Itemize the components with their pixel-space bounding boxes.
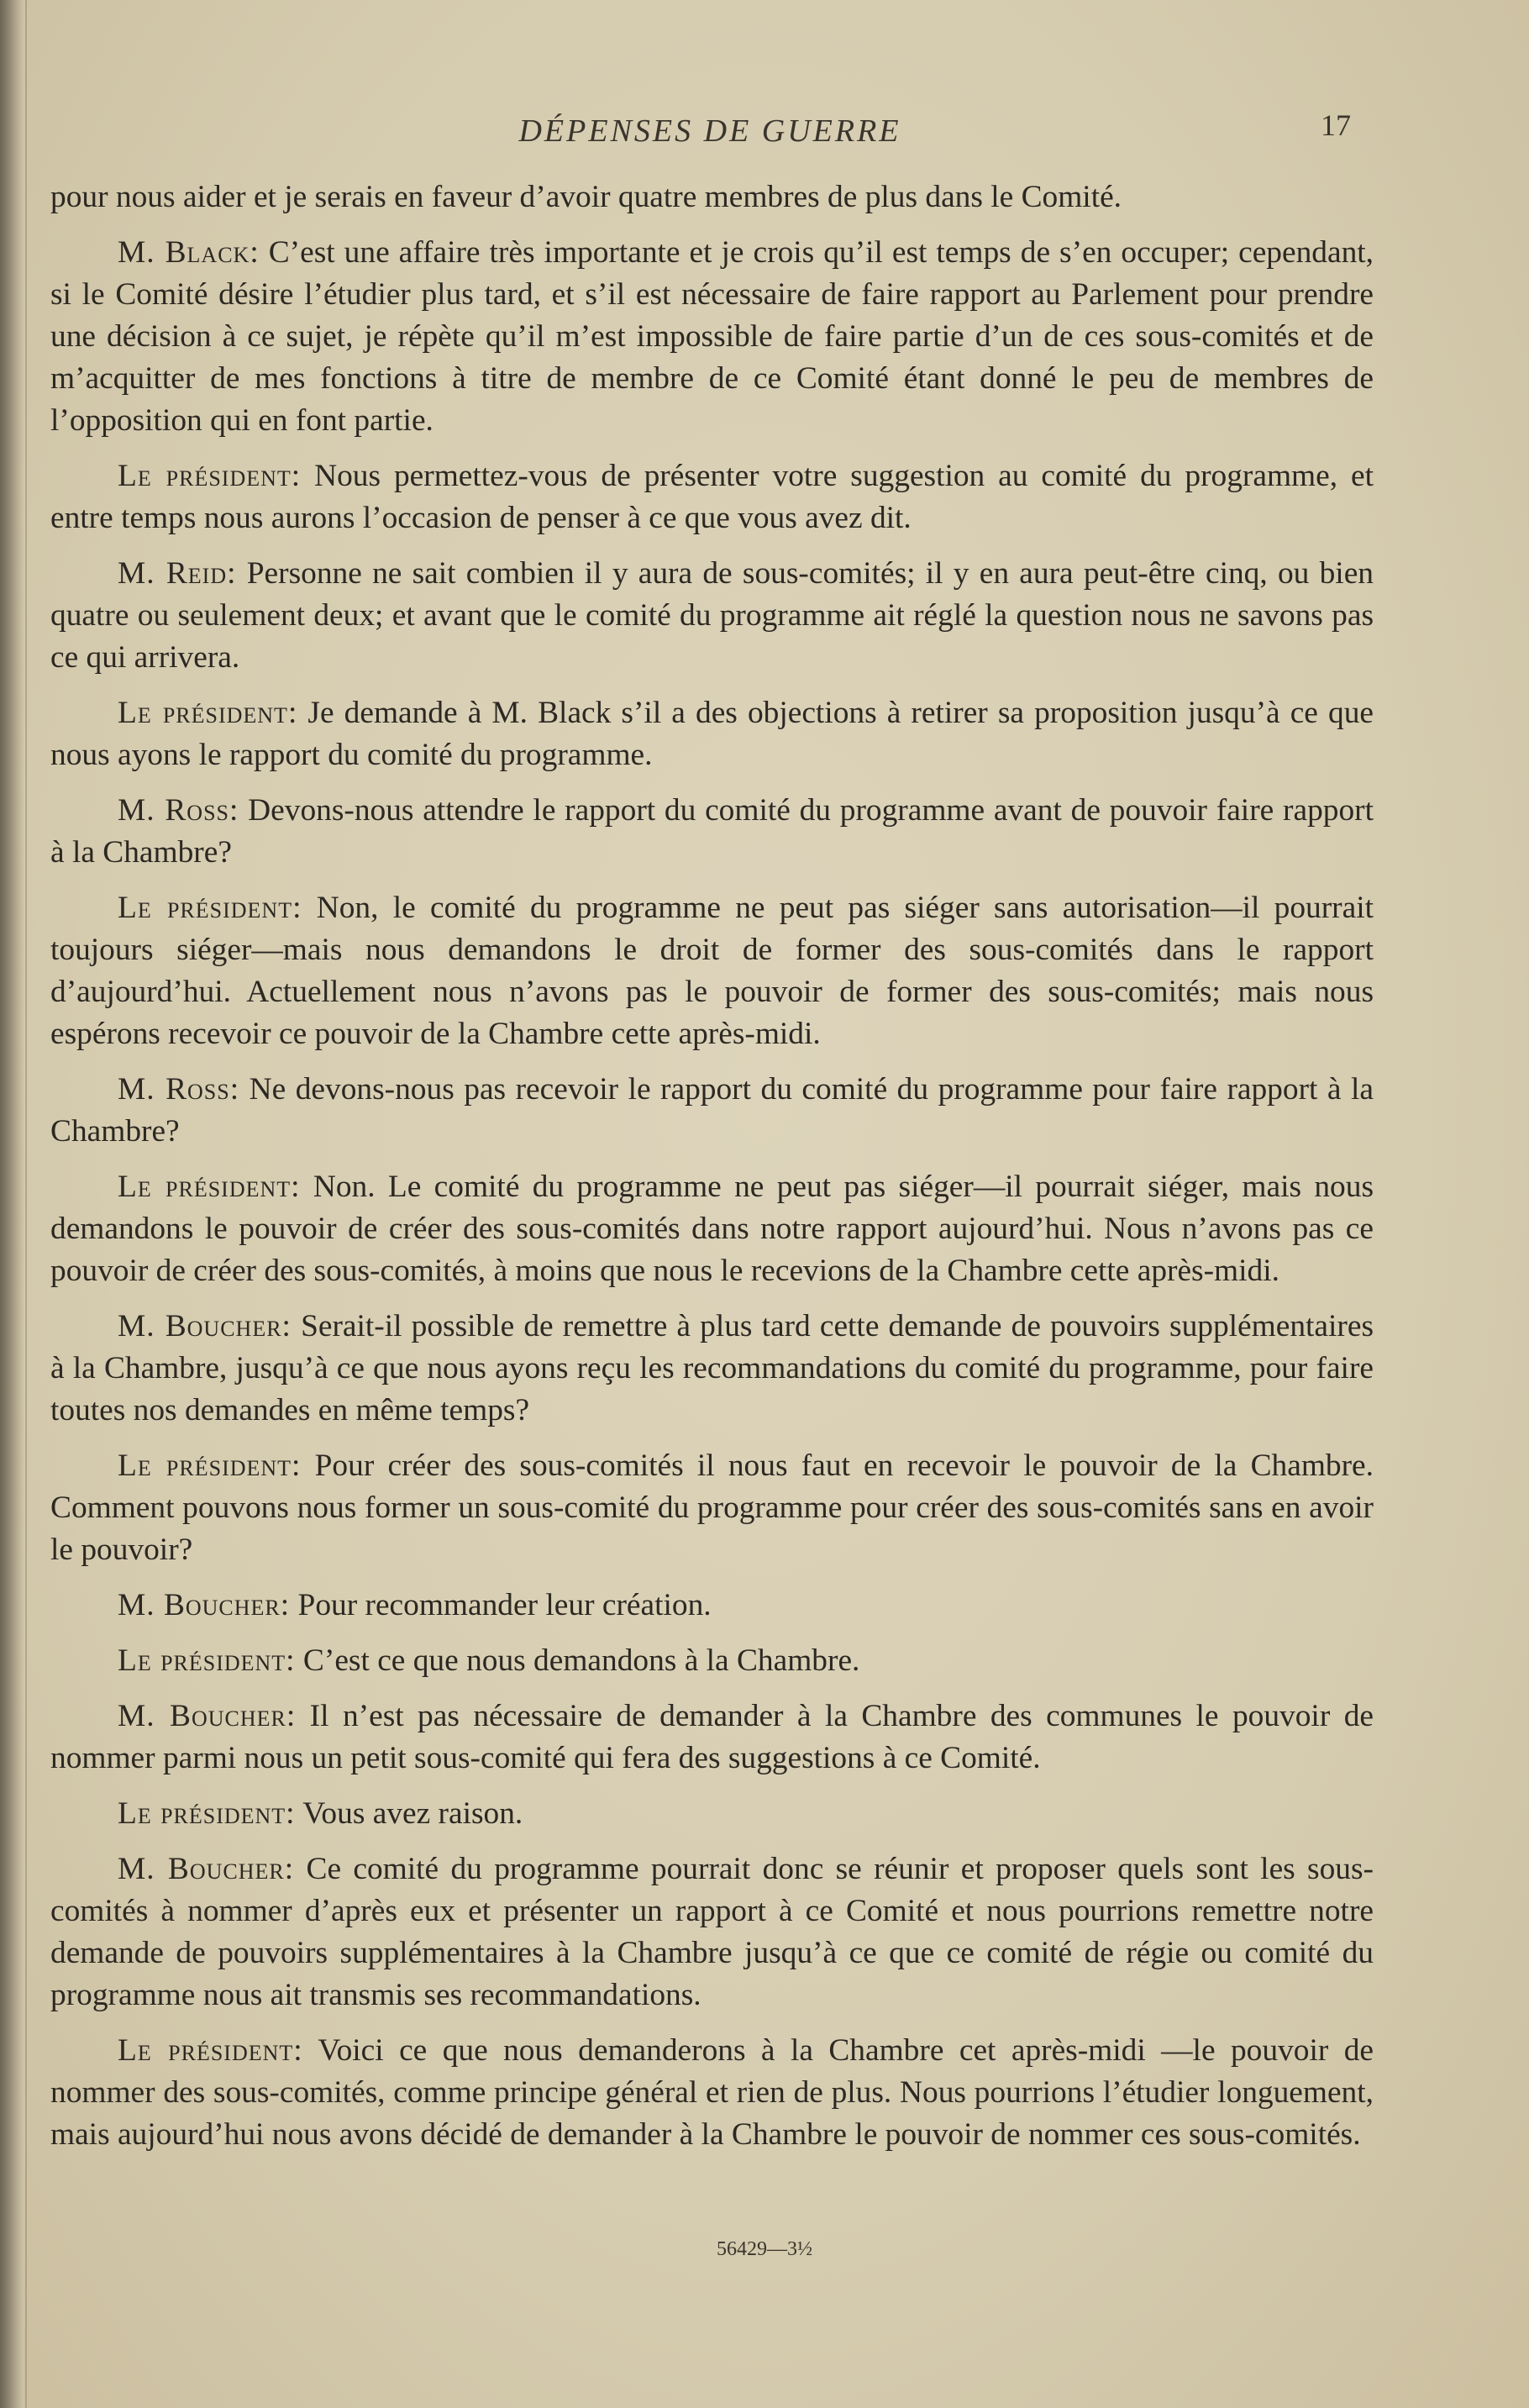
paragraph-10 (50, 1445, 1374, 1571)
speaker-label: M. Reid: (118, 556, 237, 591)
paragraph-13 (50, 1696, 1374, 1780)
speaker-label: M. Boucher: (118, 1309, 292, 1343)
speaker-label: Le président: (118, 1796, 296, 1831)
speaker-label: Le président: (118, 1170, 301, 1204)
paragraph-text: Voici ce que nous demanderons à la Chambre cet après-midi —le pouvoir de nommer des sous-comités, comme principe général et rien de plus. Nous pourrions l’étudier longuement, mais aujourd’hui nous avons décidé de demander à la Chambre le pouvoir de nommer ces sous-comités. (50, 2033, 1374, 2152)
paragraph-text: Il n’est pas nécessaire de demander à la Chambre des communes le pouvoir de nommer parmi nous un petit sous-comité qui fera des suggestions à ce Comité. (50, 1699, 1374, 1775)
paragraph-0 (50, 176, 1374, 218)
paragraph-12 (50, 1640, 1374, 1682)
transcript-body (50, 176, 1374, 2169)
paragraph-4 (50, 692, 1374, 776)
running-head: DÉPENSES DE GUERRE (518, 113, 901, 149)
printer-signature-code: 56429—3½ (717, 2238, 812, 2260)
speaker-label: M. Black: (118, 235, 260, 270)
speaker-label: Le président: (118, 1643, 296, 1678)
paragraph-text: pour nous aider et je serais en faveur d’avoir quatre membres de plus dans le Comité. (50, 180, 1122, 214)
paragraph-text: Pour recommander leur création. (290, 1588, 712, 1622)
speaker-label: M. Boucher: (118, 1588, 291, 1622)
speaker-label: Le président: (118, 696, 298, 730)
speaker-label: M. Ross: (118, 1072, 240, 1107)
page-number: 17 (1321, 108, 1351, 142)
speaker-label: Le président: (118, 459, 302, 493)
speaker-label: Le président: (118, 891, 302, 925)
paragraph-text: Je demande à M. Black s’il a des objections à retirer sa proposition jusqu’à ce que nous ayons le rapport du comité du programme. (50, 696, 1374, 772)
page-edge-line (25, 0, 27, 2408)
paragraph-9 (50, 1306, 1374, 1432)
paragraph-text: Non. Le comité du programme ne peut pas siéger—il pourrait siéger, mais nous demandons le pouvoir de créer des sous-comités dans notre rapport aujourd’hui. Nous n’avons pas ce pouvoir de créer des sous-comités, à moins que nous le recevions de la Chambre cette après-midi. (50, 1170, 1374, 1288)
paragraph-6 (50, 887, 1374, 1055)
speaker-label: M. Ross: (118, 793, 239, 828)
paragraph-text: Non, le comité du programme ne peut pas siéger sans autorisation—il pourrait toujours siéger—mais nous demandons le droit de former des sous-comités dans le rapport d’aujourd’hui. Actuellement nous n’avons pas le pouvoir de former des sous-comités; mais nous espérons recevoir ce pouvoir de la Chambre cette après-midi. (50, 891, 1374, 1051)
paragraph-text: C’est une affaire très importante et je crois qu’il est temps de s’en occuper; cependant, si le Comité désire l’étudier plus tard, et s’il est nécessaire de faire rapport au Parlement pour prendre une décision à ce sujet, je répète qu’il m’est impossible de faire partie d’un de ces sous-comités et de m’acquitter de mes fonctions à titre de membre de ce Comité étant donné le peu de membres de l’opposition qui en font partie. (50, 235, 1374, 438)
speaker-label: M. Boucher: (118, 1852, 295, 1886)
paragraph-14 (50, 1793, 1374, 1835)
speaker-label: Le président: (118, 2033, 303, 2068)
paragraph-text: C’est ce que nous demandons à la Chambre. (295, 1643, 860, 1678)
paragraph-16 (50, 2030, 1374, 2156)
speaker-label: M. Boucher: (118, 1699, 297, 1733)
paragraph-1 (50, 232, 1374, 442)
paragraph-2 (50, 455, 1374, 539)
paragraph-text: Ne devons-nous pas recevoir le rapport du comité du programme pour faire rapport à la Chambre? (50, 1072, 1374, 1149)
speaker-label: Le président: (118, 1448, 302, 1483)
paragraph-text: Personne ne sait combien il y aura de sous-comités; il y en aura peut-être cinq, ou bien quatre ou seulement deux; et avant que le comité du programme ait réglé la question nous ne savons pas ce qui arrivera. (50, 556, 1374, 675)
paragraph-11 (50, 1585, 1374, 1627)
book-spine-shadow (0, 0, 24, 2408)
paragraph-7 (50, 1069, 1374, 1153)
paragraph-text: Pour créer des sous-comités il nous faut en recevoir le pouvoir de la Chambre. Comment pouvons nous former un sous-comité du programme pour créer des sous-comités sans en avoir le pouvoir? (50, 1448, 1374, 1567)
paragraph-text: Serait-il possible de remettre à plus tard cette demande de pouvoirs supplémentaires à la Chambre, jusqu’à ce que nous ayons reçu les recommandations du comité du programme, pour faire toutes nos demandes en même temps? (50, 1309, 1374, 1427)
paragraph-text: Vous avez raison. (295, 1796, 523, 1831)
paragraph-text: Nous permettez-vous de présenter votre suggestion au comité du programme, et entre temps nous aurons l’occasion de penser à ce que vous avez dit. (50, 459, 1374, 535)
paragraph-text: Ce comité du programme pourrait donc se réunir et proposer quels sont les sous-comités à nommer d’après eux et présenter un rapport à ce Comité et nous pourrions remettre notre demande de pouvoirs supplémentaires à la Chambre jusqu’à ce que ce comité de régie ou comité du programme nous ait transmis ses recommandations. (50, 1852, 1374, 2012)
paragraph-8 (50, 1166, 1374, 1292)
paragraph-5 (50, 790, 1374, 874)
paragraph-text: Devons-nous attendre le rapport du comité du programme avant de pouvoir faire rapport à la Chambre? (50, 793, 1374, 870)
paragraph-15 (50, 1848, 1374, 2016)
paragraph-3 (50, 553, 1374, 679)
